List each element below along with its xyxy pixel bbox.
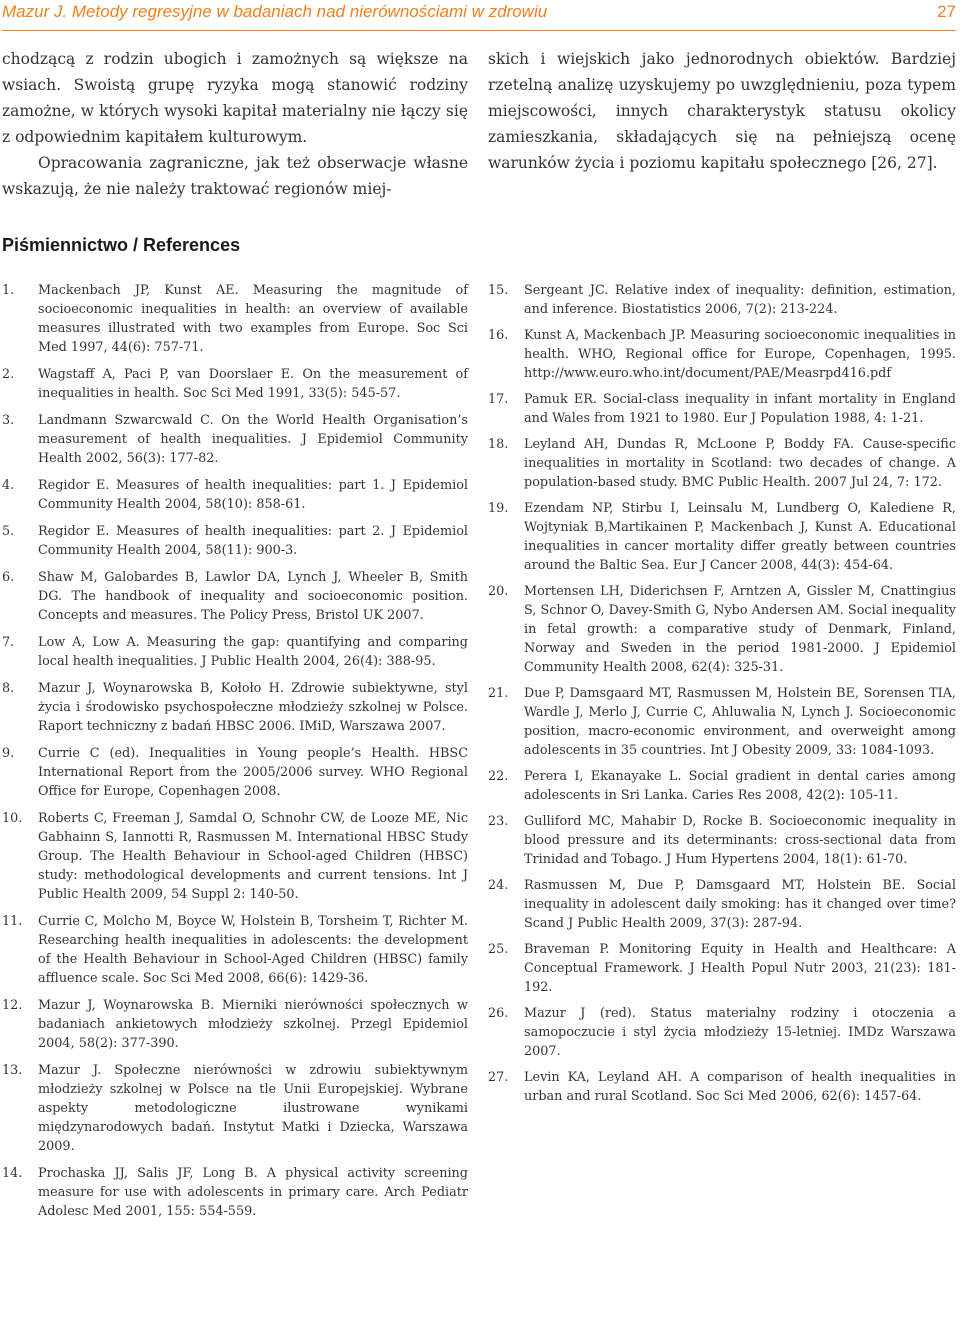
- body-text-left-column: [2, 46, 468, 202]
- reference-item: [2, 912, 468, 988]
- reference-item: [2, 1061, 468, 1156]
- reference-item: [488, 767, 956, 805]
- reference-item: [2, 568, 468, 625]
- reference-number: 3.: [2, 413, 15, 428]
- body-paragraph: chodzącą z rodzin ubogich i zamożnych są większe na wsiach. Swoistą grupę ryzyka mogą stanowić rodziny zamożne, w których wysoki kapitał materialny nie łączy się z odpowiednim kapitałem kulturowym.: [2, 50, 468, 146]
- reference-number: 7.: [2, 635, 15, 650]
- reference-item: [2, 744, 468, 801]
- reference-text: Regidor E. Measures of health inequalities: part 2. J Epidemiol Community Health 2004, 58(11): 900-3.: [38, 524, 468, 558]
- reference-number: 16.: [488, 328, 509, 343]
- reference-item: [488, 1004, 956, 1061]
- reference-text: Leyland AH, Dundas R, McLoone P, Boddy FA. Cause-specific inequalities in mortality in Scotland: two decades of change. A population-based study. BMC Public Health. 2007 Jul 24, 7: 172.: [524, 437, 956, 490]
- reference-item: [2, 679, 468, 736]
- reference-text: Mackenbach JP, Kunst AE. Measuring the magnitude of socioeconomic inequalities in health: an overview of available measures illustrated with two examples from Europe. Soc Sci Med 1997, 44(6): 757-71.: [38, 283, 468, 355]
- reference-number: 25.: [488, 942, 509, 957]
- reference-number: 12.: [2, 998, 23, 1013]
- reference-text: Mazur J, Woynarowska B. Mierniki nierówności społecznych w badaniach ankietowych młodzieży szkolnej. Przegl Epidemiol 2004, 58(2): 377-390.: [38, 998, 468, 1051]
- reference-number: 11.: [2, 914, 23, 929]
- reference-item: [488, 684, 956, 760]
- body-text-right-column: [488, 46, 956, 176]
- reference-text: Pamuk ER. Social-class inequality in infant mortality in England and Wales from 1921 to 1980. Eur J Population 1988, 4: 1-21.: [524, 392, 956, 426]
- reference-item: [488, 281, 956, 319]
- running-header: [2, 0, 956, 31]
- reference-item: [488, 390, 956, 428]
- reference-number: 24.: [488, 878, 509, 893]
- reference-number: 18.: [488, 437, 509, 452]
- reference-text: Ezendam NP, Stirbu I, Leinsalu M, Lundberg O, Kalediene R, Wojtyniak B,Martikainen P, Mackenbach J, Kunst A. Educational inequalities in cancer mortality differ greatly between countries around the Baltic Sea. Eur J Cancer 2008, 44(3): 454-64.: [524, 501, 956, 573]
- reference-number: 13.: [2, 1063, 23, 1078]
- reference-item: [2, 1164, 468, 1221]
- reference-text: Gulliford MC, Mahabir D, Rocke B. Socioeconomic inequality in blood pressure and its determinants: cross-sectional data from Trinidad and Tobago. J Hum Hypertens 2004, 18(1): 61-70.: [524, 814, 956, 867]
- reference-text: Low A, Low A. Measuring the gap: quantifying and comparing local health inequalities. J Public Health 2004, 26(4): 388-95.: [38, 635, 468, 669]
- body-paragraph: skich i wiejskich jako jednorodnych obiektów. Bardziej rzetelną analizę uzyskujemy po uwzględnieniu, poza typem miejscowości, innych charakterystyk statusu okolicy zamieszkania, składających się na pełniejszą ocenę warunków życia i poziomu kapitału społecznego [26, 27].: [488, 50, 956, 172]
- reference-number: 21.: [488, 686, 509, 701]
- reference-text: Landmann Szwarcwald C. On the World Health Organisation’s measurement of health inequalities. J Epidemiol Community Health 2002, 56(3): 177-82.: [38, 413, 468, 466]
- reference-text: Mazur J, Woynarowska B, Kołoło H. Zdrowie subiektywne, styl życia i środowisko psychospołeczne młodzieży szkolnej w Polsce. Raport techniczny z badań HBSC 2006. IMiD, Warszawa 2007.: [38, 681, 468, 734]
- reference-number: 5.: [2, 524, 15, 539]
- reference-text: Mortensen LH, Diderichsen F, Arntzen A, Gissler M, Cnattingius S, Schnor O, Davey-Smith G, Nybo Andersen AM. Social inequality in fetal growth: a comparative study of Denmark, Finland, Norway and Sweden in the period 1981-2000. J Epidemiol Community Health 2008, 62(4): 325-31.: [524, 584, 956, 675]
- reference-number: 4.: [2, 478, 15, 493]
- reference-number: 22.: [488, 769, 509, 784]
- reference-text: Kunst A, Mackenbach JP. Measuring socioeconomic inequalities in health. WHO, Regional office for Europe, Copenhagen, 1995. http://www.euro.who.int/document/PAE/Measrpd416.pdf: [524, 328, 956, 381]
- reference-text: Currie C (ed). Inequalities in Young people’s Health. HBSC International Report from the 2005/2006 survey. WHO Regional Office for Europe, Copenhagen 2008.: [38, 746, 468, 799]
- reference-text: Roberts C, Freeman J, Samdal O, Schnohr CW, de Looze ME, Nic Gabhainn S, Iannotti R, Rasmussen M. International HBSC Study Group. The Health Behaviour in School-aged Children (HBSC) study: methodological developments and current tensions. Int J Public Health 2009, 54 Suppl 2: 140-50.: [38, 811, 468, 902]
- reference-number: 17.: [488, 392, 509, 407]
- reference-item: [2, 996, 468, 1053]
- reference-number: 15.: [488, 283, 509, 298]
- reference-number: 10.: [2, 811, 23, 826]
- reference-number: 27.: [488, 1070, 509, 1085]
- reference-item: [2, 411, 468, 468]
- reference-item: [2, 809, 468, 904]
- reference-text: Shaw M, Galobardes B, Lawlor DA, Lynch J, Wheeler B, Smith DG. The handbook of inequality and socioeconomic position. Concepts and measures. The Policy Press, Bristol UK 2007.: [38, 570, 468, 623]
- reference-text: Prochaska JJ, Salis JF, Long B. A physical activity screening measure for use with adolescents in primary care. Arch Pediatr Adolesc Med 2001, 155: 554-559.: [38, 1166, 468, 1219]
- reference-number: 9.: [2, 746, 15, 761]
- reference-text: Rasmussen M, Due P, Damsgaard MT, Holstein BE. Social inequality in adolescent daily smoking: has it changed over time? Scand J Public Health 2009, 37(3): 287-94.: [524, 878, 956, 931]
- reference-item: [488, 940, 956, 997]
- reference-number: 20.: [488, 584, 509, 599]
- reference-item: [488, 326, 956, 383]
- reference-text: Mazur J (red). Status materialny rodziny i otoczenia a samopoczucie i styl życia młodzieży 15-letniej. IMDz Warszawa 2007.: [524, 1006, 956, 1059]
- reference-number: 6.: [2, 570, 15, 585]
- reference-item: [2, 633, 468, 671]
- reference-number: 8.: [2, 681, 15, 696]
- reference-number: 23.: [488, 814, 509, 829]
- reference-item: [488, 812, 956, 869]
- reference-item: [2, 476, 468, 514]
- reference-text: Regidor E. Measures of health inequalities: part 1. J Epidemiol Community Health 2004, 58(10): 858-61.: [38, 478, 468, 512]
- reference-text: Mazur J. Społeczne nierówności w zdrowiu subiektywnym młodzieży szkolnej w Polsce na tle Unii Europejskiej. Wybrane aspekty metodologiczne ilustrowane wynikami międzynarodowych badań. Instytut Matki i Dziecka, Warszawa 2009.: [38, 1063, 468, 1154]
- reference-item: [2, 281, 468, 357]
- running-title: Mazur J. Metody regresyjne w badaniach nad nierównościami w zdrowiu: [2, 2, 548, 21]
- page-number: 27: [937, 2, 956, 21]
- reference-number: 26.: [488, 1006, 509, 1021]
- reference-number: 19.: [488, 501, 509, 516]
- reference-item: [488, 1068, 956, 1106]
- reference-text: Braveman P. Monitoring Equity in Health and Healthcare: A Conceptual Framework. J Health Popul Nutr 2003, 21(23): 181-192.: [524, 942, 956, 995]
- references-heading: Piśmiennictwo / References: [2, 235, 241, 255]
- reference-text: Sergeant JC. Relative index of inequality: definition, estimation, and inference. Biostatistics 2006, 7(2): 213-224.: [524, 283, 956, 317]
- reference-text: Due P, Damsgaard MT, Rasmussen M, Holstein BE, Sorensen TIA, Wardle J, Merlo J, Currie C, Ahluwalia N, Lynch J. Socioeconomic position, macro-economic environment, and overweight among adolescents in 35 countries. Int J Obesity 2009, 33: 1084-1093.: [524, 686, 956, 758]
- reference-text: Perera I, Ekanayake L. Social gradient in dental caries among adolescents in Sri Lanka. Caries Res 2008, 42(2): 105-11.: [524, 769, 956, 803]
- reference-text: Levin KA, Leyland AH. A comparison of health inequalities in urban and rural Scotland. Soc Sci Med 2006, 62(6): 1457-64.: [524, 1070, 956, 1104]
- reference-number: 2.: [2, 367, 15, 382]
- reference-list-right: [488, 281, 956, 1113]
- reference-item: [2, 365, 468, 403]
- reference-number: 14.: [2, 1166, 23, 1181]
- reference-item: [488, 499, 956, 575]
- reference-text: Currie C, Molcho M, Boyce W, Holstein B, Torsheim T, Richter M. Researching health inequalities in adolescents: the development of the Health Behaviour in School-Aged Children (HBSC) family affluence scale. Soc Sci Med 2008, 66(6): 1429-36.: [38, 914, 468, 986]
- reference-item: [2, 522, 468, 560]
- reference-item: [488, 876, 956, 933]
- reference-number: 1.: [2, 283, 15, 298]
- body-paragraph: Opracowania zagraniczne, jak też obserwacje własne wskazują, że nie należy traktować regionów miej-: [2, 154, 468, 198]
- reference-text: Wagstaff A, Paci P, van Doorslaer E. On the measurement of inequalities in health. Soc Sci Med 1991, 33(5): 545-57.: [38, 367, 468, 401]
- reference-item: [488, 582, 956, 677]
- reference-item: [488, 435, 956, 492]
- reference-list-left: [2, 281, 468, 1229]
